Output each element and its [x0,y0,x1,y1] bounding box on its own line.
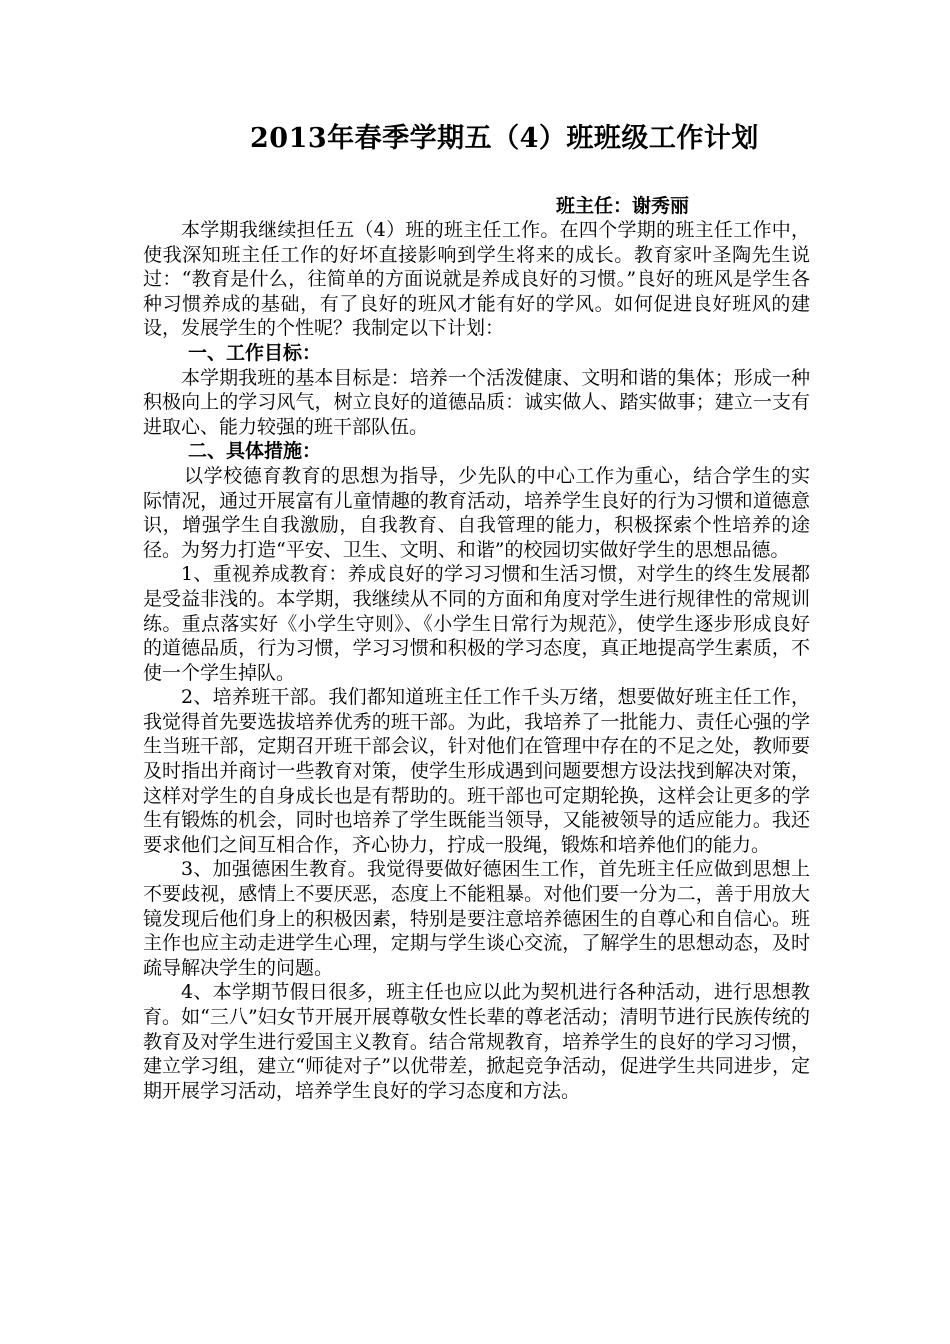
measure-item-2: 2、培养班干部。我们都知道班主任工作千头万绪，想要做好班主任工作，我觉得首先要选拔培养优秀的班干部。为此，我培养了一批能力、责任心强的学生当班干部，定期召开班干部会议，针对他们在管理中存在的不足之处，教师要及时指出并商讨一些教育对策，使学生形成遇到问题要想方设法找到解决对策，这样对学生的自身成长也是有帮助的。班干部也可定期轮换，这样会让更多的学生有锻炼的机会，同时也培养了学生既能当领导，又能被领导的适应能力。我还要求他们之间互相合作，齐心协力，拧成一股绳，锻炼和培养他们的能力。 [143,686,810,856]
measure-item-1: 1、重视养成教育：养成良好的学习习惯和生活习惯，对学生的终生发展都是受益非浅的。本学期，我继续从不同的方面和角度对学生进行规律性的常规训练。重点落实好《小学生守则》、《小学生日常行为规范》，使学生逐步形成良好的道德品质，行为习惯，学习习惯和积极的学习态度，真正地提高学生素质，不使一个学生掉队。 [143,563,810,684]
measure-item-3: 3、加强德困生教育。我觉得要做好德困生工作，首先班主任应做到思想上不要歧视，感情上不要厌恶，态度上不能粗暴。对他们要一分为二，善于用放大镜发现后他们身上的积极因素，特别是要注意培养德困生的自尊心和自信心。班主作也应主动走进学生心理，定期与学生谈心交流，了解学生的思想动态，及时疏导解决学生的问题。 [143,858,810,979]
section-heading-measures: 二、具体措施： [188,440,322,463]
goals-paragraph: 本学期我班的基本目标是：培养一个活泼健康、文明和谐的集体；形成一种积极向上的学习风气，树立良好的道德品质：诚实做人、踏实做事；建立一支有进取心、能力较强的班干部队伍。 [143,366,810,438]
document-text [143,218,810,1103]
teacher-line: 班主任：谢秀丽 [556,195,690,217]
section-heading-goals: 一、工作目标： [188,341,322,364]
measure-item-4: 4、本学期节假日很多，班主任也应以此为契机进行各种活动，进行思想教育。如“三八”妇女节开展开展尊敬女性长辈的尊老活动；清明节进行民族传统的教育及对学生进行爱国主义教育。结合常规教育，培养学生的良好的学习习惯，建立学习组，建立“师徒对子”以优带差，掀起竞争活动，促进学生共同进步，定期开展学习活动，培养学生良好的学习态度和方法。 [143,981,810,1102]
measures-intro-paragraph: 以学校德育教育的思想为指导，少先队的中心工作为重心，结合学生的实际情况，通过开展富有儿童情趣的教育活动，培养学生良好的行为习惯和道德意识，增强学生自我激励，自我教育、自我管理的能力，积极探索个性培养的途径。为努力打造“平安、卫生、文明、和谐”的校园切实做好学生的思想品德。 [143,464,810,561]
document-title: 2013年春季学期五（4）班班级工作计划 [250,123,759,154]
intro-paragraph: 本学期我继续担任五（4）班的班主任工作。在四个学期的班主任工作中，使我深知班主任工作的好坏直接影响到学生将来的成长。教育家叶圣陶先生说过：“教育是什么，往简单的方面说就是养成良好的习惯。”良好的班风是学生各种习惯养成的基础，有了良好的班风才能有好的学风。如何促进良好班风的建设，发展学生的个性呢？我制定以下计划： [143,219,810,340]
document-body [143,118,810,1103]
